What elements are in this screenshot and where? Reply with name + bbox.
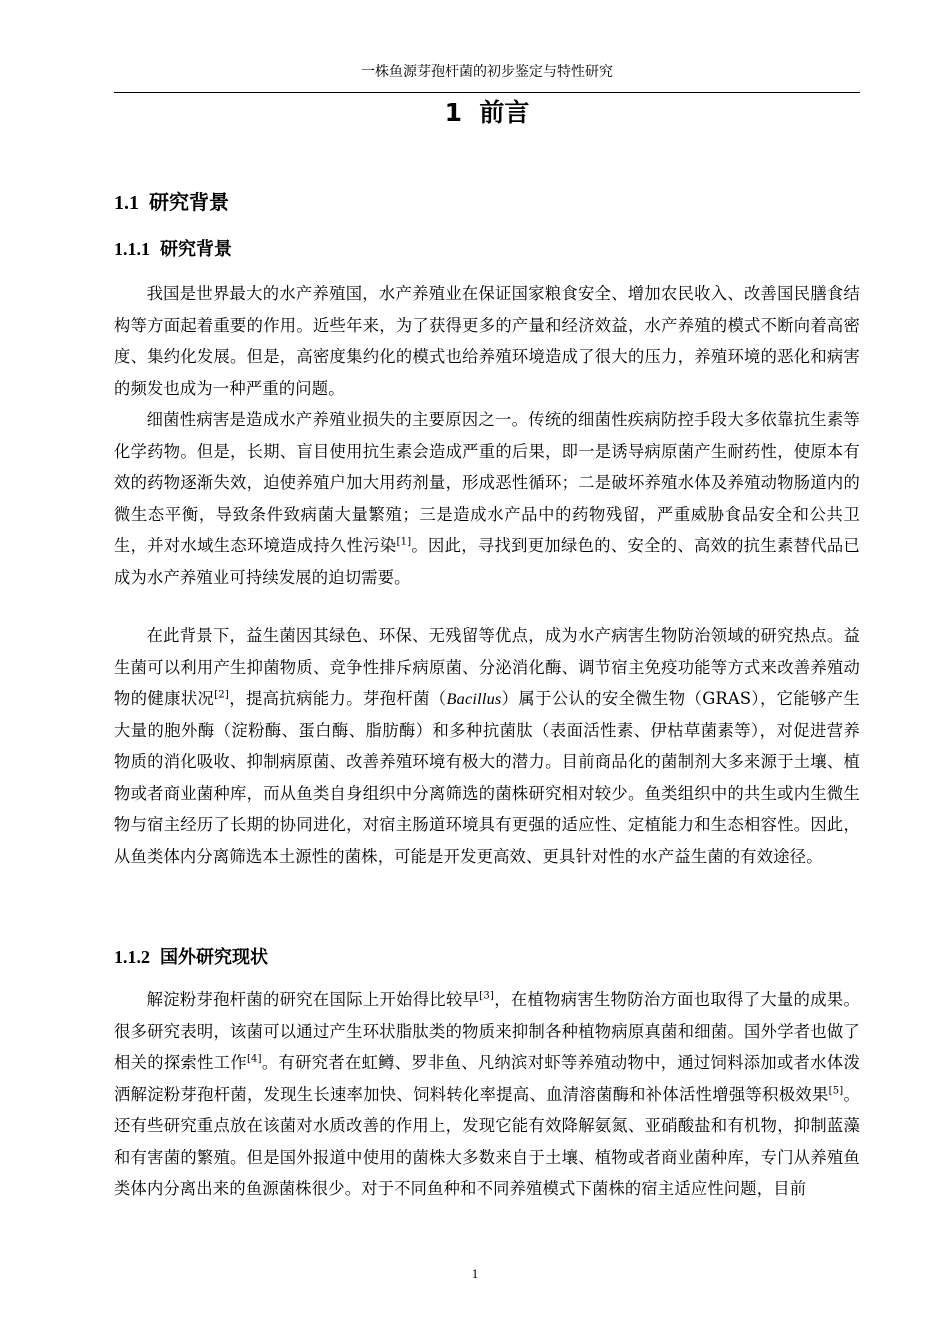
- citation: [2]: [214, 689, 230, 701]
- citation: [3]: [479, 990, 495, 1002]
- section-title: 国外研究现状: [160, 947, 268, 968]
- chapter-title-text: 前言: [479, 98, 530, 127]
- paragraph-3: [114, 620, 860, 872]
- running-header: 一株鱼源芽孢杆菌的初步鉴定与特性研究: [361, 64, 613, 80]
- section-heading-1-1-2: [114, 943, 268, 972]
- chapter-title: [114, 96, 860, 130]
- paragraph-4: [114, 984, 860, 1205]
- header-rule: [114, 92, 860, 93]
- citation: [1]: [396, 536, 412, 548]
- paragraph-text: ）属于公认的安全微生物（GRAS），它能够产生大量的胞外酶（淀粉酶、蛋白酶、脂肪酶）和多种抗菌肽（表面活性素、伊枯草菌素等），对促进营养物质的消化吸收、抑制病原菌、改善养殖环境有极大的潜力。目前商品化的菌制剂大多来源于土壤、植物或者商业菌种库，而从鱼类自身组织中分离筛选的菌株研究相对较少。鱼类组织中的共生或内生微生物与宿主经历了长期的协同进化，对宿主肠道环境具有更强的适应性、定植能力和生态相容性。因此，从鱼类体内分离筛选本土源性的菌株，可能是开发更高效、更具针对性的水产益生菌的有效途径。: [114, 689, 860, 866]
- paragraph-text: ，提高抗病能力。芽孢杆菌（: [229, 689, 447, 708]
- paragraph-text: 在此背景下，益生菌因其绿色、环保、无残留等优点，成为水产病害生物防治领域的研究热点。益生菌可以利用产生抑菌物质、竞争性排斥病原菌、分泌消化酶、调节宿主免疫功能等方式来改善养殖动物的健康状况: [114, 626, 860, 708]
- section-number: 1.1.2: [114, 947, 150, 967]
- chapter-number: 1: [444, 98, 462, 127]
- paragraph-text: 。有研究者在虹鳟、罗非鱼、凡纳滨对虾等养殖动物中，通过饲料添加或者水体泼洒解淀粉芽孢杆菌，发现生长速率加快、饲料转化率提高、血清溶菌酶和补体活性增强等积极效果: [114, 1053, 860, 1104]
- section-title: 研究背景: [160, 239, 232, 260]
- section-heading-1-1: [114, 188, 229, 217]
- section-number: 1.1.1: [114, 239, 150, 259]
- page-number: 1: [471, 1266, 479, 1281]
- citation: [4]: [246, 1053, 262, 1065]
- paragraph-text: 。还有些研究重点放在该菌对水质改善的作用上，发现它能有效降解氨氮、亚硝酸盐和有机物，抑制蓝藻和有害菌的繁殖。但是国外报道中使用的菌株大多数来自于土壤、植物或者商业菌种库，专门从养殖鱼类体内分离出来的鱼源菌株很少。对于不同鱼种和不同养殖模式下菌株的宿主适应性问题，目前: [114, 1084, 860, 1198]
- section-title: 研究背景: [149, 190, 229, 214]
- genus-name: Bacillus: [446, 689, 502, 708]
- paragraph-text: 。因此，寻找到更加绿色的、安全的、高效的抗生素替代品已成为水产养殖业可持续发展的迫切需要。: [114, 536, 861, 587]
- paragraph-text: ，在植物病害生物防治方面也取得了大量的成果。很多研究表明，该菌可以通过产生环状脂肽类的物质来抑制各种植物病原真菌和细菌。国外学者也做了相关的探索性工作: [114, 990, 860, 1072]
- section-number: 1.1: [114, 192, 139, 214]
- paragraph-1: 我国是世界最大的水产养殖国，水产养殖业在保证国家粮食安全、增加农民收入、改善国民膳食结构等方面起着重要的作用。近些年来，为了获得更多的产量和经济效益，水产养殖的模式不断向着高密度、集约化发展。但是，高密度集约化的模式也给养殖环境造成了很大的压力，养殖环境的恶化和病害的频发也成为一种严重的问题。: [114, 284, 860, 398]
- paragraph-text: 解淀粉芽孢杆菌的研究在国际上开始得比较早: [146, 990, 480, 1009]
- paragraph-text: 细菌性病害是造成水产养殖业损失的主要原因之一。传统的细菌性疾病防控手段大多依靠抗生素等化学药物。但是，长期、盲目使用抗生素会造成严重的后果，即一是诱导病原菌产生耐药性，使原本有效的药物逐渐失效，迫使养殖户加大用药剂量，形成恶性循环；二是破坏养殖水体及养殖动物肠道内的微生态平衡，导致条件致病菌大量繁殖；三是造成水产品中的药物残留，严重威胁食品安全和公共卫生，并对水域生态环境造成持久性污染: [114, 410, 860, 555]
- citation: [5]: [828, 1085, 844, 1097]
- paragraph-2: [114, 404, 860, 593]
- section-heading-1-1-1: [114, 235, 232, 264]
